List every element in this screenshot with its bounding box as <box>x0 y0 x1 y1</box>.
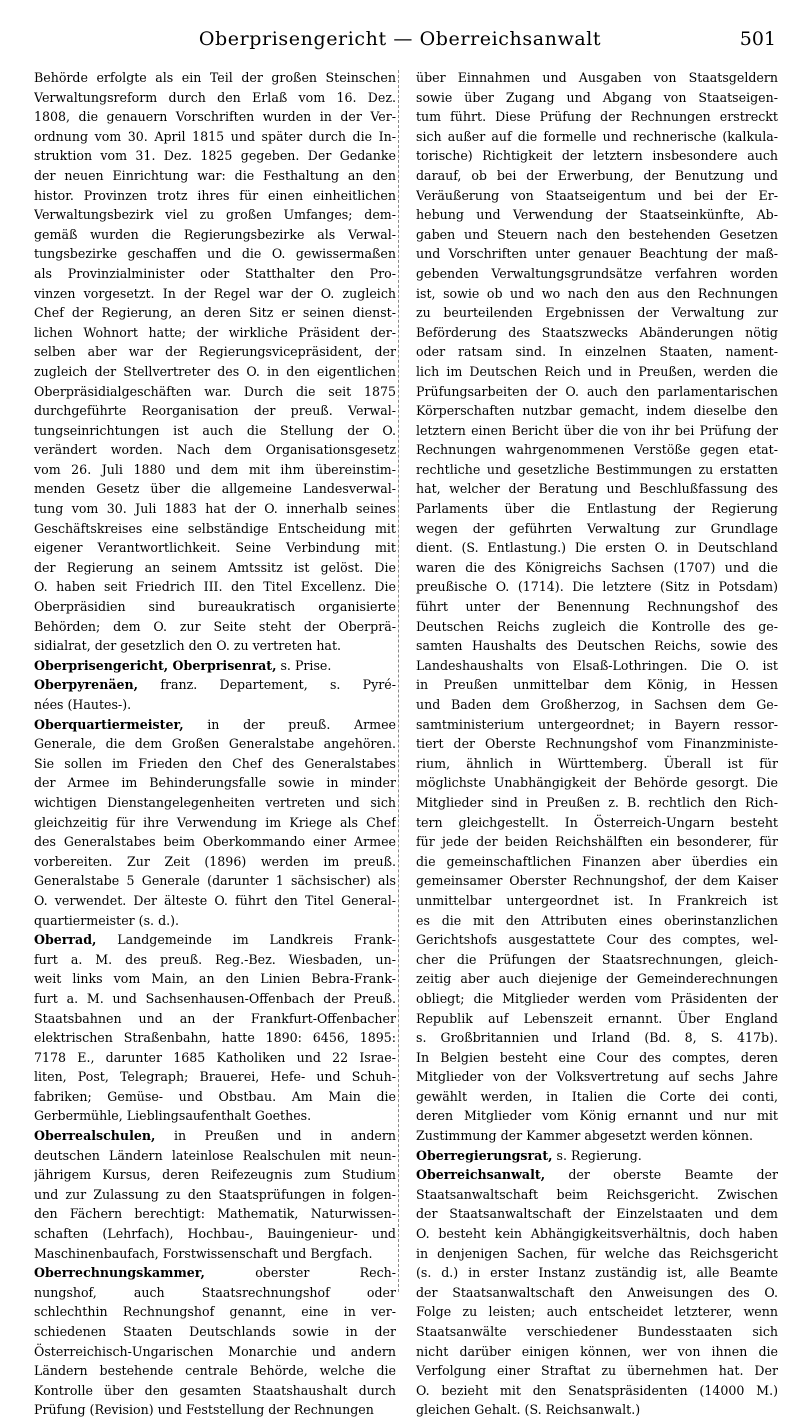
text-line: O. bezieht mit den Senatspräsidenten (14000 M.) <box>416 1382 778 1398</box>
text-line: Sie sollen im Frieden den Chef des Generalstabes <box>34 755 396 771</box>
text-line: vom 26. Juli 1880 und dem mit ihm übereinstim- <box>34 461 396 477</box>
text-line: Mitglieder von der Volksvertretung auf sechs Jahre <box>416 1069 778 1085</box>
text-line: Staatsanwaltschaft beim Reichsgericht. Zwischen <box>416 1186 778 1202</box>
entry-headword: Oberrad, <box>34 932 97 948</box>
text-line: Verfolgung einer Straftat zu übernehmen hat. Der <box>416 1363 778 1379</box>
text-line: cher die Prüfungen der Staatsrechnungen, gleich- <box>416 951 778 967</box>
entry-headword: Oberregierungsrat, <box>416 1147 553 1163</box>
text-line: weit links vom Main, an den Linien Bebra-Frank- <box>34 971 396 987</box>
text-line: in Preußen unmittelbar dem König, in Hessen <box>416 677 778 693</box>
entry-headword: Oberrechnungskammer, <box>34 1265 205 1281</box>
text-line: nungshof, auch Staatsrechnungshof oder <box>34 1284 396 1300</box>
text-line: quartiermeister (s. d.). <box>34 912 180 928</box>
text-line: torische) Richtigkeit der letztern insbesondere auch <box>416 148 778 164</box>
entry-headword: Oberprisengericht, Oberprisenrat, <box>34 657 277 673</box>
text-line: und zur Zulassung zu den Staatsprüfungen in folgen- <box>34 1186 396 1202</box>
text-line: struktion vom 31. Dez. 1825 gegeben. Der Gedanke <box>34 148 396 164</box>
text-line: Körperschaften nutzbar gemacht, indem dieselbe den <box>416 403 778 419</box>
text-line: Kontrolle über den gesamten Staatshaushalt durch <box>34 1382 396 1398</box>
text-line: Oberprisengericht, Oberprisenrat, s. Prise. <box>34 657 332 673</box>
text-line: sidialrat, der gesetzlich den O. zu vertreten hat. <box>34 638 342 654</box>
column-divider <box>398 70 399 1292</box>
text-line: verändert worden. Nach dem Organisationsgesetz <box>34 442 396 458</box>
text-line: Generale, die dem Großen Generalstabe angehören. <box>34 736 396 752</box>
text-line: gemeinsamer Oberster Rechnungshof, der dem Kaiser <box>416 873 778 889</box>
entry-headword: Oberrealschulen, <box>34 1128 156 1144</box>
text-line: der Armee im Behinderungsfalle sowie in minder <box>34 775 396 791</box>
text-line: Oberregierungsrat, s. Regierung. <box>416 1147 642 1163</box>
text-line: Mitglieder sind in Preußen z. B. rechtlich den Rich- <box>416 794 778 810</box>
text-line: tungseinrichtungen ist auch die Stellung der O. <box>34 422 396 438</box>
text-line: tungsbezirke geschaffen und die O. gewissermaßen <box>34 246 396 262</box>
text-line: des Generalstabes beim Oberkommando einer Armee <box>34 834 396 850</box>
text-line: der Staatsanwaltschaft der Einzelstaaten und dem <box>416 1206 778 1222</box>
right-column <box>416 68 778 1420</box>
text-line: unmittelbar untergeordnet ist. In Frankreich ist <box>416 892 778 908</box>
text-line: O. haben seit Friedrich III. den Titel Excellenz. Die <box>34 579 396 595</box>
text-line: liten, Post, Telegraph; Brauerei, Hefe- und Schuh- <box>34 1069 396 1085</box>
page-number: 501 <box>739 28 776 50</box>
text-line: gleichen Gehalt. (S. Reichsanwalt.) <box>416 1402 641 1418</box>
text-line: Gerbermühle, Lieblingsaufenthalt Goethes. <box>34 1108 312 1124</box>
text-line: und Vorschriften unter genauer Beachtung der maß- <box>416 246 778 262</box>
text-line: Oberrad, Landgemeinde im Landkreis Frank- <box>34 932 396 948</box>
text-line: es die mit den Attributen eines oberinstanzlichen <box>416 912 778 928</box>
text-line: preußische O. (1714). Die letztere (Sitz in Potsdam) <box>416 579 778 595</box>
running-title: Oberprisengericht — Oberreichsanwalt <box>198 28 602 50</box>
text-line: sich außer auf die formelle und rechnerische (kalkula- <box>416 128 778 144</box>
text-line: Parlaments über die Entlastung der Regierung <box>416 501 778 517</box>
text-line: zeitig aber auch diejenige der Gemeinderechnungen <box>416 971 778 987</box>
text-line: Staatsanwälte verschiedener Bundesstaaten sich <box>416 1324 778 1339</box>
text-line: führt unter der Benennung Rechnungshof des <box>416 599 778 615</box>
text-line: hebung und Verwendung der Staatseinkünfte, Ab- <box>416 207 778 223</box>
text-line: selben aber war der Regierungsvicepräsident, der <box>34 344 396 360</box>
text-line: die gemeinschaftlichen Finanzen aber überdies ein <box>416 853 778 869</box>
text-line: nées (Hautes-). <box>34 697 132 712</box>
text-line: zugleich der Stellvertreter des O. in den eigentlichen <box>34 363 396 379</box>
text-line: Oberrechnungskammer, oberster Rech- <box>34 1265 396 1281</box>
text-line: menden Gesetz über die allgemeine Landesverwal- <box>34 481 396 497</box>
text-line: Rechnungen wahrgenommenen Verstöße gegen etat- <box>416 442 778 458</box>
text-line: zu beurteilenden Ergebnissen der Verwaltung zur <box>416 305 778 321</box>
text-line: O. besteht kein Abhängigkeitsverhältnis, doch haben <box>416 1226 778 1242</box>
text-line: In Belgien besteht eine Cour des comptes, deren <box>416 1049 778 1065</box>
text-line: Prüfung (Revision) und Feststellung der Rechnungen <box>34 1402 374 1418</box>
left-column <box>34 68 396 1420</box>
text-line: der neuen Einrichtung war: die Festhaltung an den <box>34 167 396 183</box>
text-line: Verwaltungsreform durch den Erlaß vom 16. Dez. <box>34 89 396 105</box>
text-line: letztern einen Bericht über die von ihr bei Prüfung der <box>416 422 778 438</box>
text-line: Prüfungsarbeiten der O. auch den parlamentarischen <box>416 383 778 399</box>
text-line: gebenden Verwaltungsgrundsätze verfahren worden <box>416 265 778 281</box>
text-line: tung vom 30. Juli 1883 hat der O. innerhalb seines <box>34 501 396 517</box>
text-line: den Fächern berechtigt: Mathematik, Naturwissen- <box>34 1206 396 1222</box>
text-line: samtministerium untergeordnet; in Bayern ressor- <box>416 716 778 732</box>
text-line: Ländern bestehende centrale Behörde, welche die <box>34 1363 396 1379</box>
text-line: tiert der Oberste Rechnungshof vom Finanzministe- <box>416 736 778 752</box>
text-line: dient. (S. Entlastung.) Die ersten O. in Deutschland <box>416 540 778 556</box>
text-line: furt a. M. des preuß. Reg.-Bez. Wiesbaden, un- <box>34 951 396 967</box>
text-line: O. verwendet. Der älteste O. führt den Titel General- <box>34 892 396 908</box>
text-line: ist, sowie ob und wo nach den aus den Rechnungen <box>416 285 778 301</box>
text-line: schaften (Lehrfach), Hochbau-, Bauingenieur- und <box>34 1226 396 1242</box>
text-line: für jede der beiden Reichshälften ein besonderer, für <box>416 834 778 850</box>
text-line: in denjenigen Sachen, für welche das Reichsgericht <box>416 1245 778 1261</box>
text-line: waren die des Königreichs Sachsen (1707) und die <box>416 559 778 575</box>
entry-headword: Oberquartiermeister, <box>34 716 184 732</box>
text-line: tern gleichgestellt. In Österreich-Ungarn besteht <box>416 814 778 830</box>
text-line: wichtigen Dienstangelegenheiten vertreten und sich <box>34 794 396 810</box>
text-line: über Einnahmen und Ausgaben von Staatsgeldern <box>416 70 778 85</box>
text-line: möglichste Unabhängigkeit der Behörde gesorgt. Die <box>416 775 778 791</box>
text-line: schiedenen Staaten Deutschlands sowie in der <box>34 1324 396 1339</box>
entry-headword: Oberpyrenäen, <box>34 677 139 693</box>
entry-headword: Oberreichsanwalt, <box>416 1167 546 1183</box>
text-line: gleichzeitig für ihre Verwendung im Kriege als Chef <box>34 814 396 830</box>
text-line: Deutschen Reichs zugleich die Kontrolle des ge- <box>416 618 778 634</box>
text-line: lich im Deutschen Reich und in Preußen, werden die <box>416 363 778 379</box>
text-line: vinzen vorgesetzt. In der Regel war der O. zugleich <box>34 285 396 301</box>
text-line: elektrischen Straßenbahn, hatte 1890: 6456, 1895: <box>34 1030 396 1046</box>
text-line: Beförderung des Staatszwecks Abänderungen nötig <box>416 324 778 340</box>
text-line: Folge zu leisten; auch entscheidet letzterer, wenn <box>416 1304 778 1320</box>
text-line: deutschen Ländern lateinlose Realschulen mit neun- <box>34 1147 396 1163</box>
text-line: als Provinzialminister oder Statthalter den Pro- <box>34 265 396 281</box>
text-line: Behörden; dem O. zur Seite steht der Oberprä- <box>34 618 396 634</box>
text-line: rium, ähnlich in Württemberg. Überall ist für <box>416 755 778 771</box>
text-line: darauf, ob bei der Erwerbung, der Benutzung und <box>416 167 778 183</box>
text-line: 1808, die genauern Vorschriften wurden in der Ver- <box>34 109 396 125</box>
text-line: Geschäftskreises eine selbständige Entscheidung mit <box>34 520 396 536</box>
text-line: nicht darüber einigen können, wer von ihnen die <box>416 1343 778 1359</box>
text-line: samten Haushalts des Deutschen Reichs, sowie des <box>416 638 778 654</box>
text-line: oder ratsam sind. In einzelnen Staaten, nament- <box>416 344 778 360</box>
text-line: der Regierung an seinem Amtssitz ist gelöst. Die <box>34 559 396 575</box>
text-line: s. Großbritannien und Irland (Bd. 8, S. 417b). <box>416 1030 778 1046</box>
text-line: (s. d.) in erster Instanz zuständig ist, alle Beamte <box>416 1265 778 1281</box>
text-line: Oberpyrenäen, franz. Departement, s. Pyré- <box>34 677 396 693</box>
text-line: Chef der Regierung, an deren Sitz er seinen dienst- <box>34 305 396 321</box>
text-line: Veräußerung von Staatseigentum und bei der Er- <box>416 187 778 203</box>
text-line: Oberquartiermeister, in der preuß. Armee <box>34 716 396 732</box>
text-line: 7178 E., darunter 1685 Katholiken und 22 Israe- <box>34 1049 396 1065</box>
text-line: wegen der geführten Verwaltung zur Grundlage <box>416 520 778 536</box>
text-line: fabriken; Gemüse- und Obstbau. Am Main die <box>34 1088 396 1104</box>
text-line: Oberpräsidien sind bureaukratisch organisierte <box>34 599 396 615</box>
text-line: furt a. M. und Sachsenhausen-Offenbach der Preuß. <box>34 990 396 1006</box>
text-line: Generalstabe 5 Generale (darunter 1 sächsischer) als <box>34 873 396 889</box>
text-line: histor. Provinzen trotz ihres für einen einheitlichen <box>34 187 396 203</box>
text-line: Maschinenbaufach, Forstwissenschaft und Bergfach. <box>34 1245 373 1261</box>
text-line: gemäß wurden die Regierungsbezirke als Verwal- <box>34 226 396 242</box>
text-line: hat, welcher der Beratung und Beschlußfassung des <box>416 481 778 497</box>
text-line: Landeshaushalts von Elsaß-Lothringen. Die O. ist <box>416 657 778 673</box>
text-line: Oberreichsanwalt, der oberste Beamte der <box>416 1167 778 1183</box>
text-line: der Staatsanwaltschaft den Anweisungen des O. <box>416 1284 778 1300</box>
text-line: ordnung vom 30. April 1815 und später durch die In- <box>34 128 396 144</box>
text-line: rechtliche und gesetzliche Bestimmungen zu erstatten <box>416 461 778 477</box>
page-header <box>24 28 776 56</box>
text-line: lichen Wohnort hatte; der wirkliche Präsident der- <box>34 324 396 340</box>
text-line: Behörde erfolgte als ein Teil der großen Steinschen <box>34 70 396 85</box>
text-line: Republik auf Lebenszeit ernannt. Über England <box>416 1010 778 1026</box>
text-line: vorbereiten. Zur Zeit (1896) werden im preuß. <box>34 853 396 869</box>
text-line: obliegt; die Mitglieder werden vom Präsidenten der <box>416 990 778 1006</box>
text-line: durchgeführte Reorganisation der preuß. Verwal- <box>34 403 396 419</box>
text-line: Österreichisch-Ungarischen Monarchie und andern <box>34 1343 396 1359</box>
text-line: Staatsbahnen und an der Frankfurt-Offenbacher <box>34 1010 396 1026</box>
text-line: Verwaltungsbezirk viel zu großen Umfanges; dem- <box>34 207 396 223</box>
text-line: gewählt werden, in Italien die Corte dei conti, <box>416 1088 778 1104</box>
text-line: und Baden dem Großherzog, in Sachsen dem Ge- <box>416 697 778 712</box>
text-line: Zustimmung der Kammer abgesetzt werden können. <box>416 1128 754 1144</box>
text-line: jährigem Kursus, deren Reifezeugnis zum Studium <box>34 1167 396 1183</box>
text-line: tum führt. Diese Prüfung der Rechnungen erstreckt <box>416 109 778 125</box>
text-line: deren Mitglieder vom König ernannt und nur mit <box>416 1108 778 1124</box>
text-line: Oberrealschulen, in Preußen und in andern <box>34 1128 396 1144</box>
text-line: schlechthin Rechnungshof genannt, eine in ver- <box>34 1304 396 1320</box>
text-line: eigener Verantwortlichkeit. Seine Verbindung mit <box>34 540 396 556</box>
text-line: sowie über Zugang und Abgang von Staatseigen- <box>416 89 778 105</box>
text-line: gaben und Steuern nach den bestehenden Gesetzen <box>416 226 778 242</box>
text-line: Gerichtshofs ausgestattete Cour des comptes, wel- <box>416 932 778 948</box>
text-line: Oberpräsidialgeschäften war. Durch die seit 1875 <box>34 383 396 399</box>
